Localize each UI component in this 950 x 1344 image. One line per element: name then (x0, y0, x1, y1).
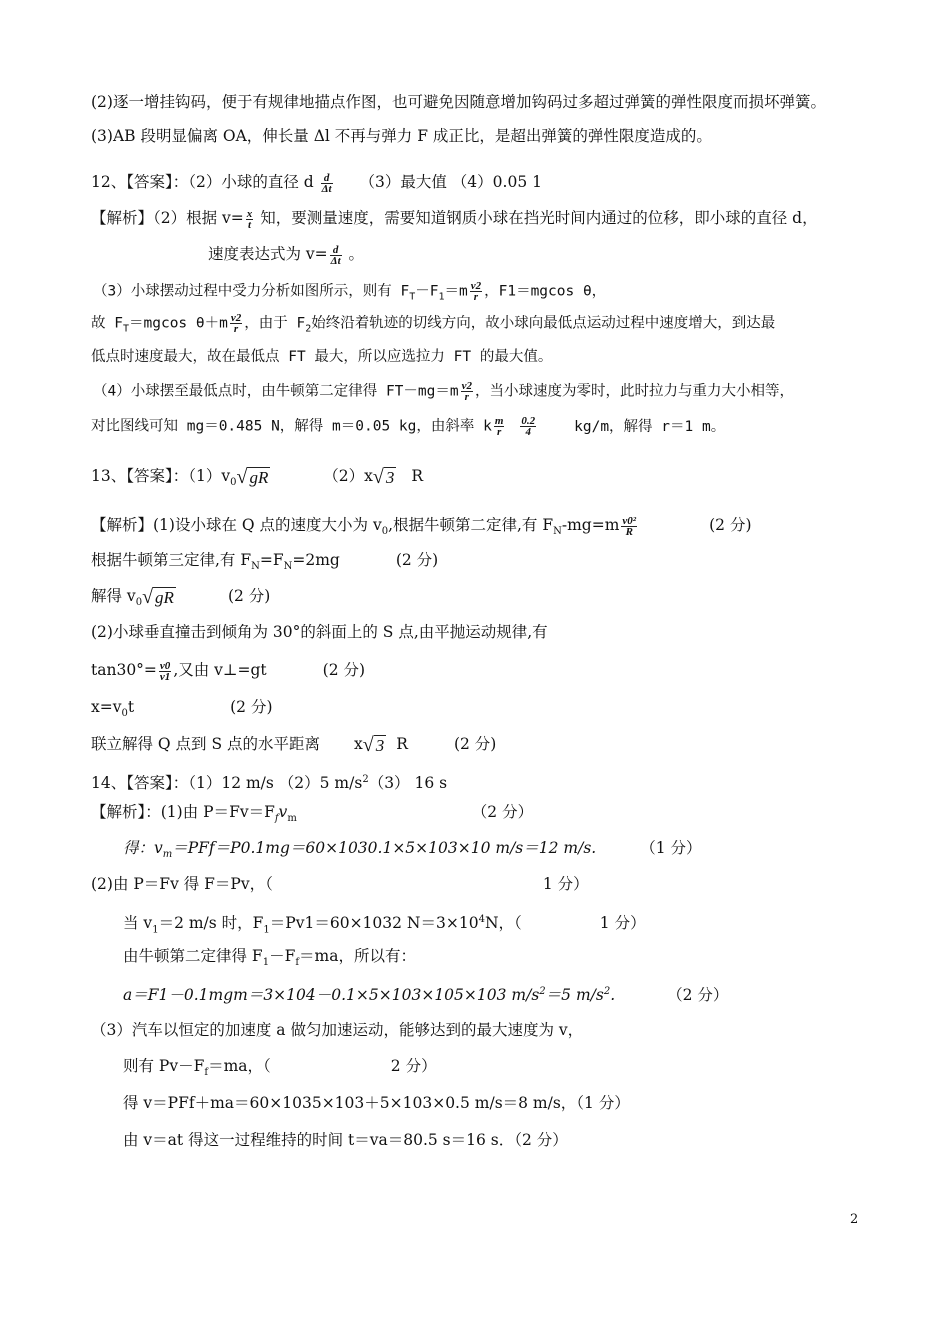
formula-v0sq-over-R: $\frac{\text{v0²}}{R}$ (622, 514, 637, 538)
page-number: 2 (850, 1212, 859, 1227)
formula-v2-over-r: $\frac{v2}{r}$ (230, 312, 242, 335)
answer-13: 13、【答案】：$(1)v_0√$ gR （2）x√ 3 R (91, 465, 423, 489)
text-line: (3)AB 段明显偏离 OA，伸长量 Δl 不再与弹力 F 成正比，是超出弹簧的弹性限度造成的。 (91, 127, 712, 145)
text-line: （4）小球摆至最低点时，由牛顿第二定律得 FT－mg＝m $\frac{v2}{r}$ ，当小球速度为零时，此时拉力与重力大小相等， (93, 380, 794, 403)
text-line: 【解析】：(1)由 $P=Fv=F_fv_m$ （2 分） (91, 803, 534, 825)
text-line: 根据牛顿第三定律,有 $F_N=F_N=2mg$ (2 分) (91, 551, 439, 573)
text-line: 低点时速度最大，故在最低点 FT 最大，所以应选拉力 FT 的最大值。 (91, 349, 553, 365)
answer-14: 14、【答案】：（1）12 m/s （2）5 $m/s^2(3)$ 16 s (91, 774, 448, 793)
text-line: 解得 $v_0√$ gR (2 分) (91, 585, 271, 609)
text-line: 联立解得 Q 点到 S 点的水平距离 x√ 3 R (2 分) (91, 733, 497, 756)
text-line: 故 $F_T=mgcos$ θ＋m $\frac{v2}{r}$ ，由于 $F_2$始终沿着轨迹的切线方向，故小球向最低点运动过程中速度增大，到达最 (91, 312, 776, 335)
text-line: tan30°= $\frac{v0}{v1}$ ,又由 v⊥=gt (2 分) (91, 659, 366, 683)
sqrt-3: √ 3 (372, 465, 395, 488)
sqrt-3: √ 3 (362, 733, 385, 756)
text-line: 得：$v_m=PFf=P0.1mg=60\times 1030.1\times 5\times 103\times 10$ m/s＝12 m/s. （1 分） (123, 839, 702, 861)
text-line: 【解析】(1)设小球在 Q 点的速度大小为 $v_0$,根据牛顿第二定律,有 $F_N-mg=m$ $\frac{\text{v0²}}{R}$ (2 分) (91, 514, 752, 538)
text-line: 由 v＝at 得这一过程维持的时间 t＝va＝80.5 s＝16 s．（2 分） (123, 1131, 568, 1149)
sqrt-gR: √ gR (236, 465, 269, 488)
formula-v0-over-v1: $\frac{v0}{v1}$ (159, 659, 171, 683)
text-line: 由牛顿第二定律得 $F_1-F_f=ma$，所以有： (123, 947, 416, 969)
text-line: 对比图线可知 mg＝0.485 N，解得 m＝0.05 kg，由斜率 k $\frac{m}{r}$ $\frac{0.2}{4}$ kg/m，解得 r＝1 m。 (91, 415, 726, 438)
formula-d-over-dt: $\frac{d}{\Delta t}$ (321, 171, 332, 195)
text-line: (2)小球垂直撞击到倾角为 30°的斜面上的 S 点,由平抛运动规律,有 (91, 623, 548, 641)
text-line: （3）小球摆动过程中受力分析如图所示，则有 $F_T-F_1=m$ $\frac{v2}{r}$ ，F1＝mgcos θ， (93, 280, 607, 303)
text-line: 【解析】（2）根据 v= $\frac{x}{t}$ 知，要测量速度，需要知道钢质小球在挡光时间内通过的位移，即小球的直径 d， (91, 207, 818, 231)
formula-x-over-t: $\frac{x}{t}$ (246, 207, 253, 231)
answer-12: 12、【答案】：（2）小球的直径 d $\frac{d}{\Delta t}$ （3）最大值 （4）0.05 1 (91, 171, 542, 195)
text-line: $x=v_0t$ (2 分) (91, 698, 273, 720)
formula-v2-over-r: $\frac{v2}{r}$ (470, 280, 482, 303)
formula-v2-over-r: $\frac{v2}{r}$ (461, 380, 472, 403)
formula-m-over-r: $\frac{m}{r}$ (494, 415, 504, 438)
formula-d-over-dt: $\frac{d}{\Delta t}$ (330, 243, 341, 267)
text-line: 得 v＝PFf＋ma＝60×1035×103＋5×103×0.5 m/s＝8 m/s，（1 分） (123, 1094, 630, 1112)
text-line: 当 $v_1=2$ m/s 时，$F_1=Pv1=60\times 1032$ $N=3\times 10^4N$，（ 1 分） (123, 914, 646, 936)
text-line: 速度表达式为 v= $\frac{d}{\Delta t}$ 。 (208, 243, 365, 267)
text-line: (2)由 P＝Fv 得 F＝Pv，（ 1 分） (91, 875, 589, 893)
text-line: 则有 $Pv-F_f=ma$，（ 2 分） (123, 1057, 437, 1079)
text-line: (2)逐一增挂钩码，便于有规律地描点作图，也可避免因随意增加钩码过多超过弹簧的弹性限度而损坏弹簧。 (91, 93, 826, 111)
text-line: a＝F1－0.1mgm＝3×104－0.1×5×103×105×103 $m/s^2=5$ $m/s^2$. （2 分） (123, 986, 729, 1005)
text-line: （3）汽车以恒定的加速度 a 做匀加速运动，能够达到的最大速度为 v， (91, 1021, 584, 1039)
formula-0.2-over-4: $\frac{0.2}{4}$ (521, 415, 536, 438)
sqrt-gR: √ gR (142, 585, 174, 608)
